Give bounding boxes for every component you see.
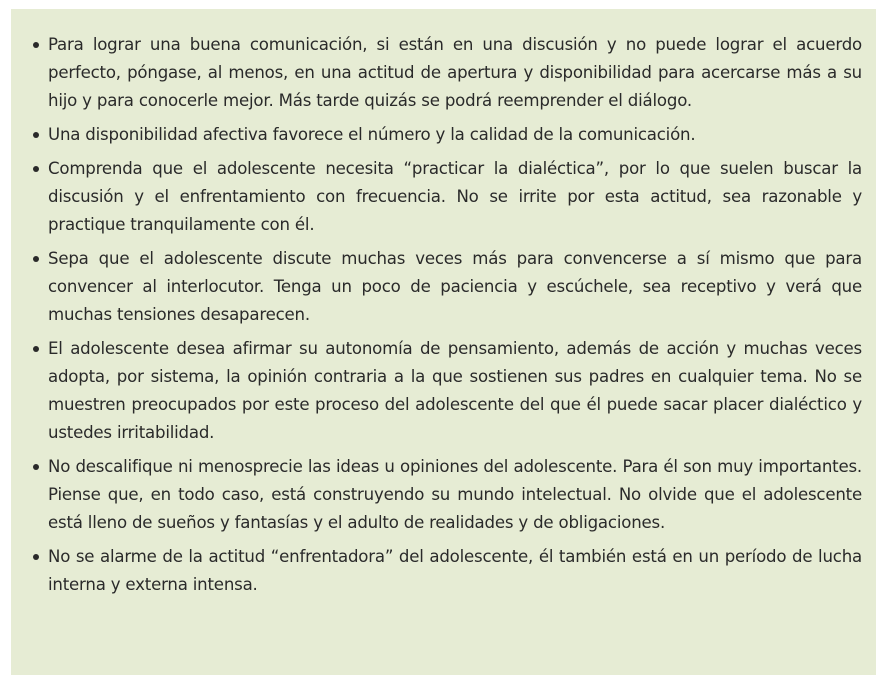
list-item (33, 121, 862, 149)
list-item-text: Sepa que el adolescente discute muchas veces más para convencerse a sí mismo que para convencer al interlocutor. Tenga un poco de paciencia y escúchele, sea receptivo y verá que muchas tensiones desaparecen. (48, 249, 862, 324)
list-item (33, 245, 862, 329)
bullet-icon (33, 346, 39, 352)
list-item-text: El adolescente desea afirmar su autonomía de pensamiento, además de acción y muchas veces adopta, por sistema, la opinión contraria a la que sostienen sus padres en cualquier tema. No se muestren preocupados por este proceso del adolescente del que él puede sacar placer dialéctico y ustedes irritabilidad. (48, 339, 862, 442)
advice-list (33, 31, 862, 599)
list-item-text: No descalifique ni menosprecie las ideas u opiniones del adolescente. Para él son muy importantes. Piense que, en todo caso, está construyendo su mundo intelectual. No olvide que el adolescente está lleno de sueños y fantasías y el adulto de realidades y de obligaciones. (48, 457, 862, 532)
advice-box (11, 9, 876, 675)
bullet-icon (33, 464, 39, 470)
bullet-icon (33, 42, 39, 48)
list-item (33, 31, 862, 115)
bullet-icon (33, 554, 39, 560)
bullet-icon (33, 132, 39, 138)
list-item (33, 155, 862, 239)
bullet-icon (33, 256, 39, 262)
list-item-text: No se alarme de la actitud “enfrentadora” del adolescente, él también está en un período de lucha interna y externa intensa. (48, 547, 862, 594)
list-item-text: Para lograr una buena comunicación, si están en una discusión y no puede lograr el acuerdo perfecto, póngase, al menos, en una actitud de apertura y disponibilidad para acercarse más a su hijo y para conocerle mejor. Más tarde quizás se podrá reemprender el diálogo. (48, 35, 862, 110)
bullet-icon (33, 166, 39, 172)
list-item (33, 335, 862, 447)
list-item (33, 453, 862, 537)
list-item (33, 543, 862, 599)
list-item-text: Una disponibilidad afectiva favorece el número y la calidad de la comunicación. (48, 125, 696, 144)
list-item-text: Comprenda que el adolescente necesita “practicar la dialéctica”, por lo que suelen buscar la discusión y el enfrentamiento con frecuencia. No se irrite por esta actitud, sea razonable y practique tranquilamente con él. (48, 159, 862, 234)
